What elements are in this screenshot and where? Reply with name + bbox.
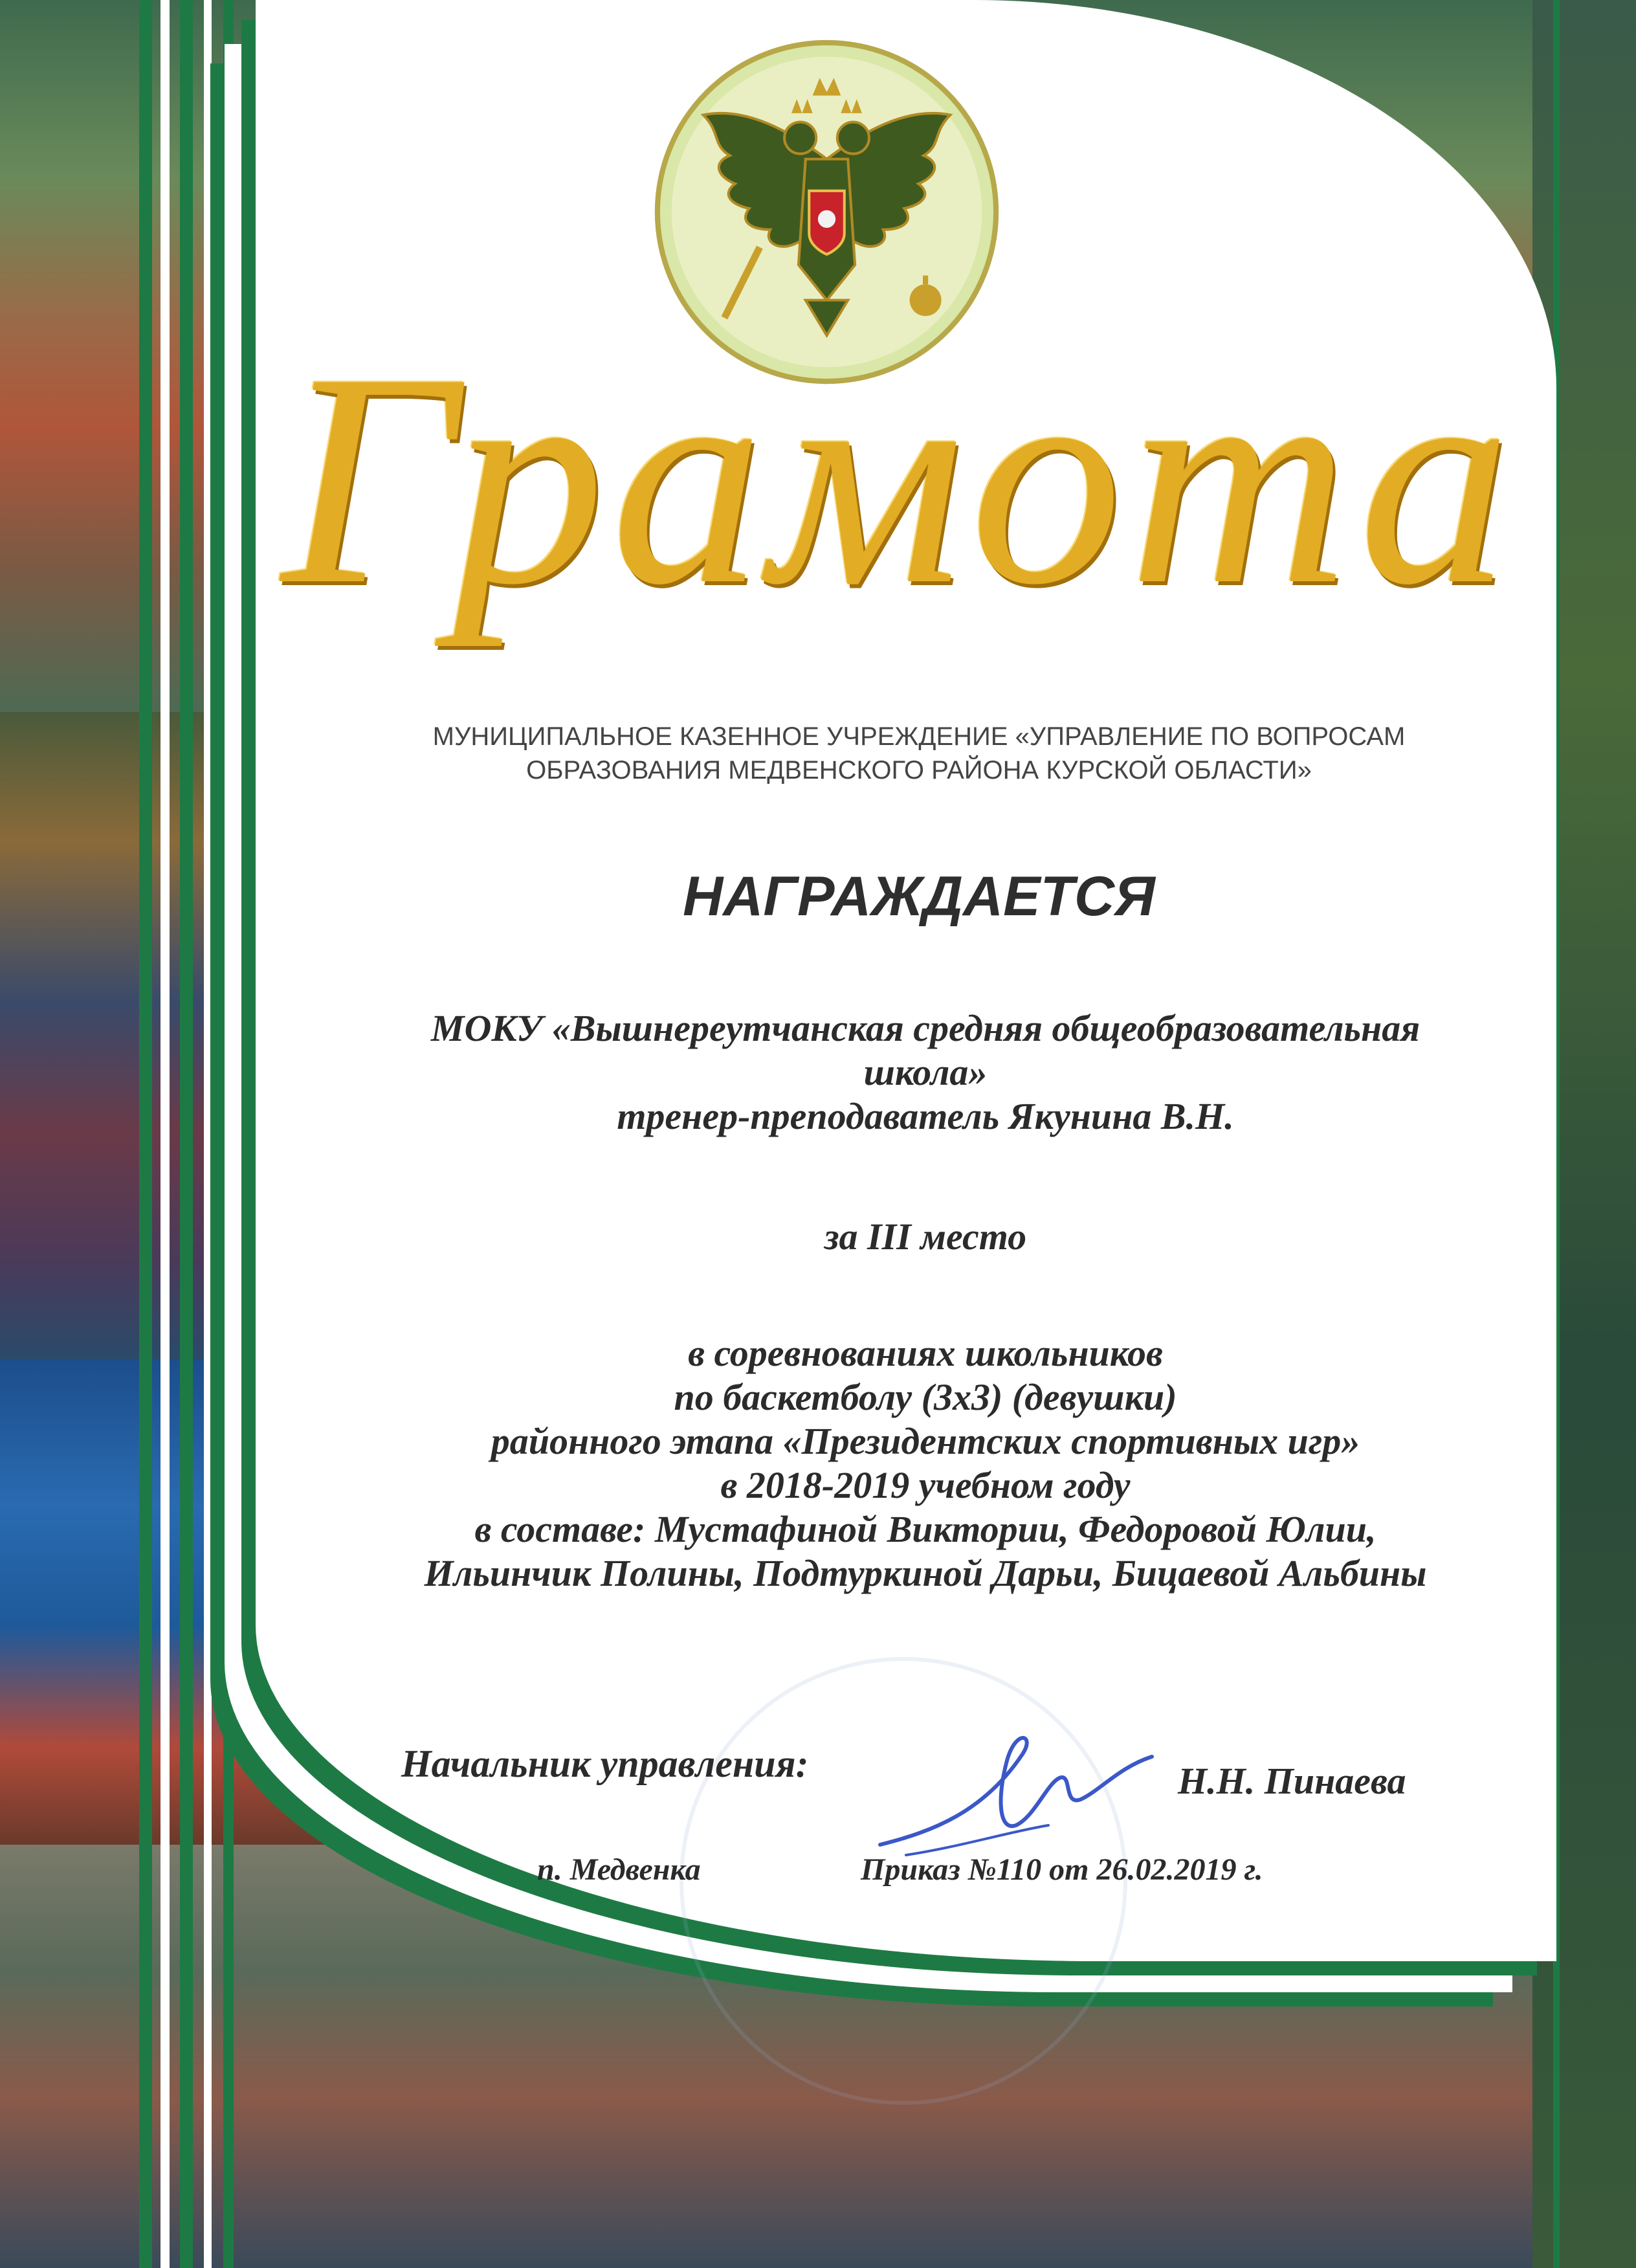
order-reference: Приказ №110 от 26.02.2019 г. bbox=[861, 1852, 1263, 1887]
signatory-name: Н.Н. Пинаева bbox=[1178, 1760, 1406, 1802]
white-stripe bbox=[160, 0, 170, 2268]
team-line: в составе: Мустафиной Виктории, Федоровой Юлии, bbox=[474, 1508, 1376, 1550]
handwritten-signature bbox=[854, 1702, 1178, 1871]
organization-line: МУНИЦИПАЛЬНОЕ КАЗЕННОЕ УЧРЕЖДЕНИЕ «УПРАВЛЕНИЕ ПО ВОПРОСАМ bbox=[432, 722, 1406, 751]
recipient-line: МОКУ «Вышнереутчанская средняя общеобразовательная bbox=[430, 1007, 1420, 1049]
team-line: Ильинчик Полины, Подтуркиной Дарьи, Бицаевой Альбины bbox=[424, 1552, 1427, 1594]
white-stripe bbox=[204, 0, 212, 2268]
organization-line: ОБРАЗОВАНИЯ МЕДВЕНСКОГО РАЙОНА КУРСКОЙ ОБЛАСТИ» bbox=[526, 756, 1312, 784]
recipient-coach: тренер-преподаватель Якунина В.Н. bbox=[617, 1095, 1234, 1137]
signatory-title: Начальник управления: bbox=[401, 1742, 809, 1785]
certificate-title: Грамота bbox=[282, 310, 1518, 647]
award-body bbox=[272, 1006, 1579, 1595]
awarded-heading: НАГРАЖДАЕТСЯ bbox=[683, 865, 1155, 928]
green-stripe bbox=[139, 0, 152, 2268]
place-line: за III место bbox=[824, 1216, 1027, 1258]
green-stripe bbox=[223, 0, 234, 2268]
issuing-organization bbox=[278, 720, 1560, 787]
reason-line: в соревнованиях школьников bbox=[688, 1332, 1163, 1374]
reason-line: в 2018-2019 учебном году bbox=[720, 1464, 1131, 1506]
reason-line: районного этапа «Президентских спортивных игр» bbox=[491, 1420, 1360, 1462]
reason-line: по баскетболу (3х3) (девушки) bbox=[674, 1376, 1177, 1418]
green-stripe bbox=[180, 0, 193, 2268]
locality: п. Медвенка bbox=[537, 1852, 701, 1887]
recipient-line: школа» bbox=[863, 1051, 988, 1093]
